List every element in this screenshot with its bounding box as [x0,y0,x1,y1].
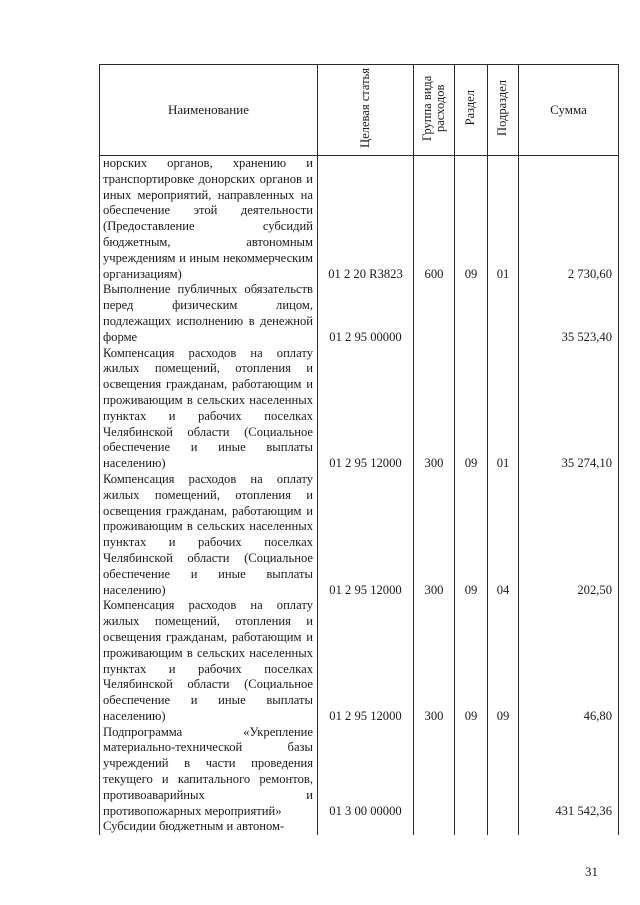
header-sum: Сумма [519,65,619,156]
row-section: 09 [455,598,488,724]
budget-table [99,64,619,835]
row-group: 600 [414,156,455,283]
row-sum: 431 542,36 [519,725,619,820]
row-code: 01 2 95 00000 [318,282,414,345]
row-sum: 202,50 [519,472,619,598]
table-row [100,156,619,283]
row-sum: 46,80 [519,598,619,724]
header-section: Раздел [455,65,488,156]
table-row [100,472,619,598]
row-name: Компенсация расходов на оплату жилых помещений, отопления и освещения гражданам, работающим и проживающим в сельских населенных пунктах и рабочих поселках Челябинской области (Социальное обеспечение и иные выплаты населению) [100,598,318,724]
row-section: 09 [455,472,488,598]
header-group: Группа вида расходов [414,65,455,156]
row-sum [519,819,619,835]
row-subsection [488,819,519,835]
row-section [455,819,488,835]
row-section: 09 [455,156,488,283]
row-code [318,819,414,835]
row-group [414,282,455,345]
row-section: 09 [455,346,488,472]
row-subsection: 01 [488,346,519,472]
row-name: Подпрограмма «Укрепление материально-технической базы учреждений в части проведения текущего и капитального ремонтов, противоаварийных и противопожарных мероприятий» [100,725,318,820]
row-name: Компенсация расходов на оплату жилых помещений, отопления и освещения гражданам, работающим и проживающим в сельских населенных пунктах и рабочих поселках Челябинской области (Социальное обеспечение и иные выплаты населению) [100,346,318,472]
table-row [100,819,619,835]
row-subsection: 09 [488,598,519,724]
header-name: Наименование [100,65,318,156]
row-group: 300 [414,472,455,598]
row-section [455,725,488,820]
row-group: 300 [414,598,455,724]
table-row [100,598,619,724]
table-header-row [100,65,619,156]
row-code: 01 2 20 R3823 [318,156,414,283]
row-code: 01 2 95 12000 [318,598,414,724]
row-sum: 35 274,10 [519,346,619,472]
row-subsection [488,725,519,820]
header-subsection: Подраздел [488,65,519,156]
row-name: Компенсация расходов на оплату жилых помещений, отопления и освещения гражданам, работающим и проживающим в сельских населенных пунктах и рабочих поселках Челябинской области (Социальное обеспечение и иные выплаты населению) [100,472,318,598]
row-group: 300 [414,346,455,472]
table-row [100,346,619,472]
row-code: 01 2 95 12000 [318,472,414,598]
page-number: 31 [585,864,598,879]
table-row [100,725,619,820]
row-section [455,282,488,345]
row-subsection: 04 [488,472,519,598]
row-group [414,725,455,820]
row-group [414,819,455,835]
row-subsection: 01 [488,156,519,283]
row-name: норских органов, хранению и транспортировке донорских органов и иных мероприятий, направленных на обеспечение этой деятельности (Предоставление субсидий бюджетным, автономным учреждениям и иным некоммерческим организациям) [100,156,318,283]
header-code: Целевая статья [318,65,414,156]
row-code: 01 2 95 12000 [318,346,414,472]
row-code: 01 3 00 00000 [318,725,414,820]
row-sum: 35 523,40 [519,282,619,345]
table-row [100,282,619,345]
row-sum: 2 730,60 [519,156,619,283]
row-name: Выполнение публичных обязательств перед физическим лицом, подлежащих исполнению в денежной форме [100,282,318,345]
row-subsection [488,282,519,345]
row-name: Субсидии бюджетным и автоном- [100,819,318,835]
